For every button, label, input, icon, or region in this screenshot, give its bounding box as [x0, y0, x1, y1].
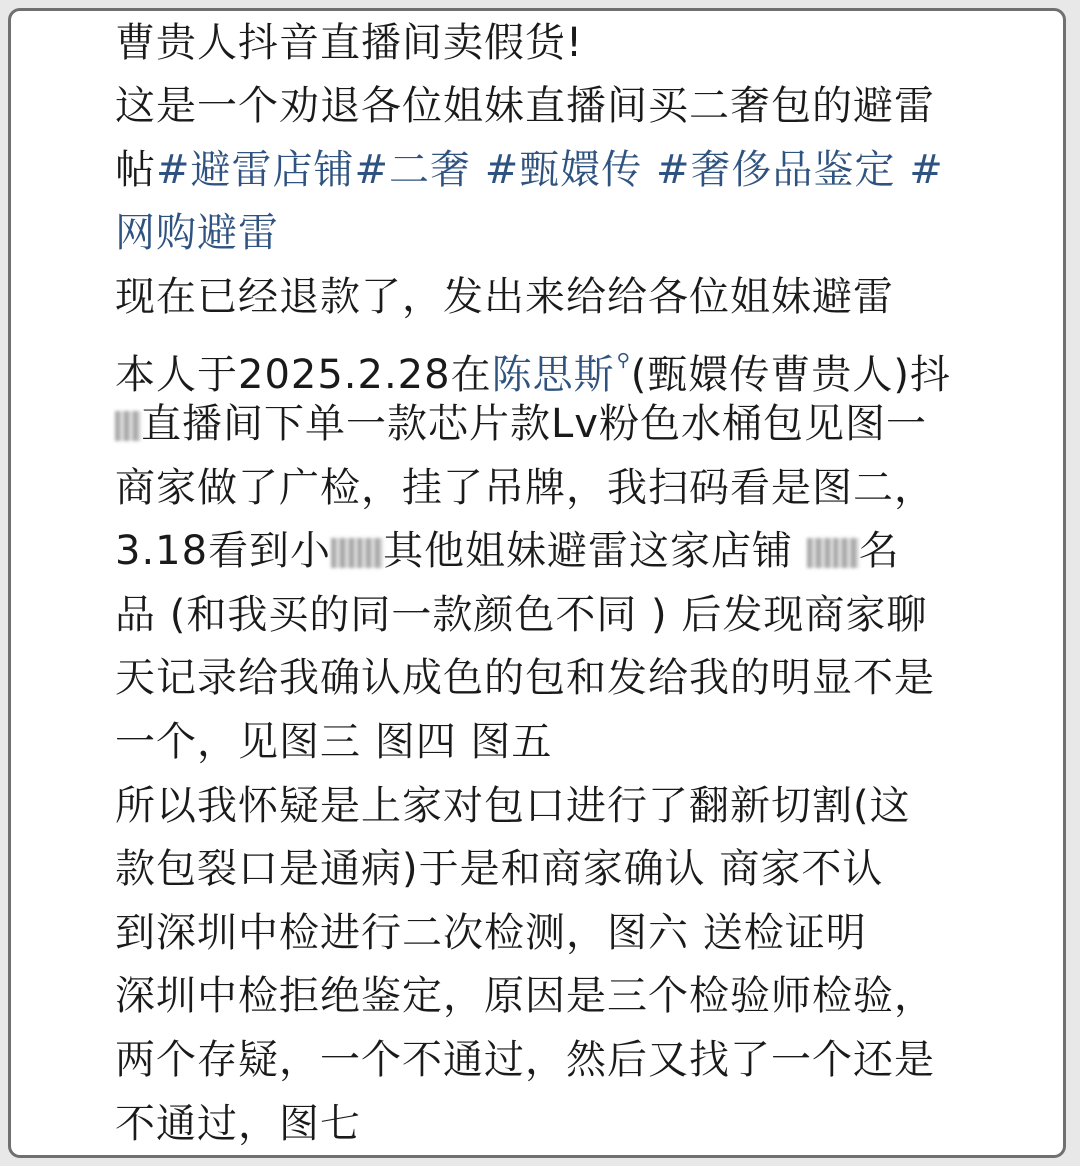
post-text: 3.18看到小: [115, 528, 332, 575]
post-line: [115, 775, 1045, 839]
post-text: 现在已经退款了，发出来给给各位姐妹避雷: [115, 273, 894, 320]
post-text: 两个存疑，一个不通过，然后又找了一个还是: [115, 1036, 935, 1083]
post-text: 不通过，图七: [115, 1100, 361, 1147]
post-text: 其他姐妹避雷这家店铺: [383, 528, 807, 575]
post-line: [115, 1029, 1045, 1093]
blurred-text: [115, 411, 141, 441]
post-card: [8, 8, 1066, 1158]
blurred-text: [331, 538, 357, 568]
post-line: [115, 711, 1045, 775]
post-text: 一个，见图三 图四 图五: [115, 718, 553, 765]
hashtag-link[interactable]: #甄嬛传: [484, 146, 643, 193]
post-text: 直播间下单一款芯片款Lv粉色水桶包见图一: [141, 400, 927, 447]
post-text: 到深圳中检进行二次检测，图六 送检证明: [115, 909, 867, 956]
post-text: 商家做了广检，挂了吊牌，我扫码看是图二，: [115, 464, 935, 511]
post-line: [115, 139, 1045, 203]
post-line: [115, 965, 1045, 1029]
post-text: 深圳中检拒绝鉴定，原因是三个检验师检验，: [115, 973, 935, 1020]
intro-prefix: 帖: [115, 146, 156, 193]
post-line: [115, 647, 1045, 711]
post-line: [115, 838, 1045, 902]
hashtag-link[interactable]: #二奢: [354, 146, 472, 193]
post-line: [115, 393, 1045, 457]
post-title: 曹贵人抖音直播间卖假货!: [115, 20, 584, 66]
intro-text: 这是一个劝退各位姐妹直播间买二奢包的避雷: [115, 83, 935, 129]
post-text: 所以我怀疑是上家对包口进行了翻新切割(这: [115, 782, 911, 829]
post-line: [115, 902, 1045, 966]
post-text: (甄嬛传曹贵人)抖: [630, 352, 951, 399]
post-line: [115, 202, 1045, 266]
post-text: 天记录给我确认成色的包和发给我的明显不是: [115, 655, 935, 702]
post-line: [115, 457, 1045, 521]
post-text: 本人于2025.2.28在: [115, 352, 492, 399]
post-body: [115, 75, 1045, 1156]
post-text: 品 (和我买的同一款颜色不同 ) 后发现商家聊: [115, 591, 928, 638]
post-line: [115, 266, 1045, 330]
post-text: 款包裂口是通病)于是和商家确认 商家不认: [115, 846, 884, 893]
hashtag-link[interactable]: #避雷店铺: [156, 146, 355, 193]
post-text: 名: [858, 528, 900, 575]
hashtag-link[interactable]: #: [909, 146, 944, 193]
search-icon[interactable]: ⚲: [616, 350, 631, 372]
mention-link[interactable]: 陈思斯: [491, 352, 615, 399]
hashtag-link[interactable]: 网购避雷: [115, 210, 279, 257]
blurred-text: [357, 538, 383, 568]
hashtag-link[interactable]: #奢侈品鉴定: [655, 146, 896, 193]
post-line: [115, 1093, 1045, 1157]
blurred-text: [807, 538, 833, 568]
post-line: [115, 584, 1045, 648]
post-line: [115, 75, 1045, 139]
post-line: [115, 520, 1045, 584]
blurred-text: [833, 538, 859, 568]
post-line: [115, 329, 1045, 399]
